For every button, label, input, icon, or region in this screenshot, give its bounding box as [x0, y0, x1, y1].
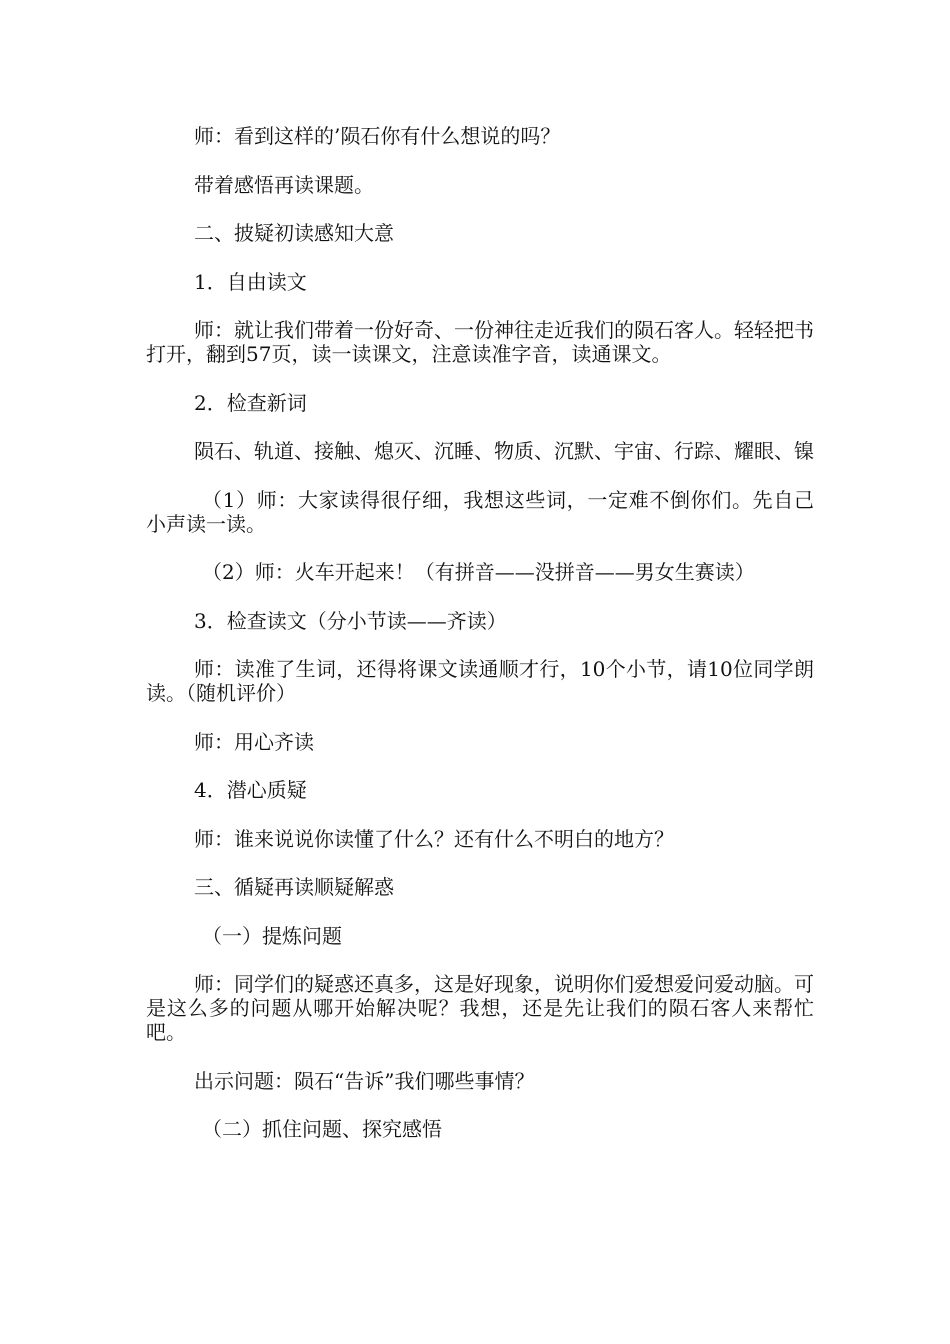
subsection-heading: 2．检查新词	[194, 390, 307, 415]
paragraph: 师：读准了生词，还得将课文读通顺才行，10个小节，请10位同学朗读。（随机评价）	[146, 657, 814, 705]
subsection-heading: （一）提炼问题	[202, 923, 342, 948]
document-body	[146, 124, 814, 1166]
paragraph: 师：用心齐读	[194, 729, 314, 754]
paragraph: 师：谁来说说你读懂了什么？还有什么不明白的地方？	[194, 826, 674, 851]
subsection-heading: 4．潜心质疑	[194, 778, 307, 802]
paragraph: （1）师：大家读得很仔细，我想这些词，一定难不倒你们。先自己小声读一读。	[146, 487, 814, 536]
subsection-heading: 3．检查读文（分小节读——齐读）	[194, 608, 507, 633]
paragraph: （2）师：火车开起来！（有拼音——没拼音——男女生赛读）	[202, 560, 755, 584]
vocabulary-list: 陨石、轨道、接触、熄灭、沉睡、物质、沉默、宇宙、行踪、耀眼、镍	[194, 439, 814, 463]
paragraph: 师：就让我们带着一份好奇、一份神往走近我们的陨石客人。轻轻把书打开，翻到57页，读一读课文，注意读准字音，读通课文。	[146, 318, 814, 366]
subsection-heading: 1．自由读文	[194, 269, 307, 294]
paragraph: 出示问题：陨石“告诉”我们哪些事情？	[194, 1068, 535, 1093]
subsection-heading: （二）抓住问题、探究感悟	[202, 1117, 442, 1141]
paragraph: 师：看到这样的’陨石你有什么想说的吗？	[194, 124, 561, 148]
section-heading: 二、披疑初读感知大意	[194, 221, 394, 245]
paragraph: 带着感悟再读课题。	[194, 172, 374, 197]
paragraph: 师：同学们的疑惑还真多，这是好现象，说明你们爱想爱问爱动脑。可是这么多的问题从哪开始解决呢？我想，还是先让我们的陨石客人来帮忙吧。	[146, 972, 814, 1044]
section-heading: 三、循疑再读顺疑解惑	[194, 875, 394, 899]
